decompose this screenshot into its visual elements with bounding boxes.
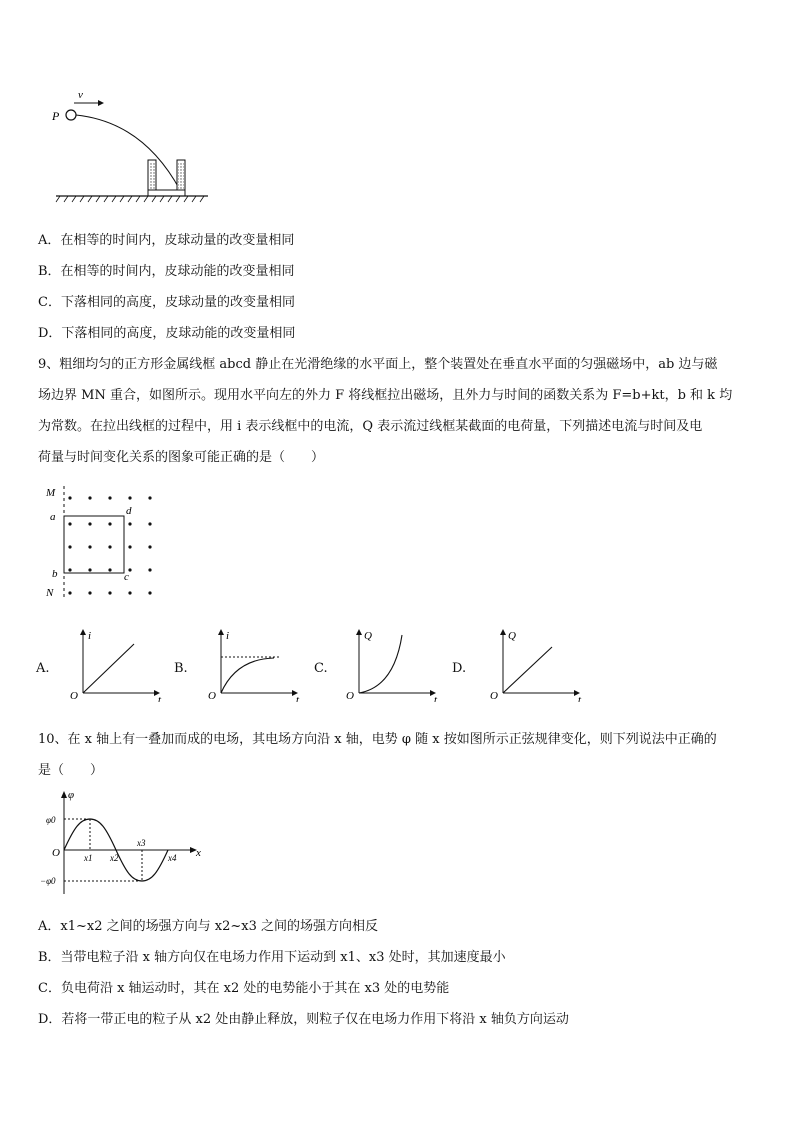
svg-text:φ0: φ0 (46, 815, 56, 825)
q8-option-c[interactable]: C．下落相同的高度，皮球动量的改变量相同 (38, 295, 295, 310)
svg-text:O: O (208, 690, 216, 702)
svg-text:x: x (196, 847, 201, 859)
q10-option-b[interactable]: B．当带电粒子沿 x 轴方向仅在电场力作用下运动到 x1、x3 处时，其加速度最小 (38, 950, 506, 965)
svg-text:O: O (70, 690, 78, 702)
svg-text:t: t (578, 694, 582, 702)
svg-text:Q: Q (364, 630, 372, 642)
figure-ball-projectile (48, 82, 218, 207)
q9-stem-line4: 荷量与时间变化关系的图象可能正确的是（ ） (38, 450, 325, 465)
svg-text:t: t (434, 694, 438, 702)
q8-option-b[interactable]: B．在相等的时间内，皮球动能的改变量相同 (38, 264, 295, 279)
point-p-label: P (52, 109, 60, 123)
label-b: b (52, 568, 58, 580)
ball-icon (66, 110, 76, 120)
q9-choice-b[interactable] (174, 627, 304, 702)
svg-text:−φ0: −φ0 (40, 876, 56, 886)
svg-text:φ: φ (68, 789, 75, 801)
q8-option-d[interactable]: D．下落相同的高度，皮球动能的改变量相同 (38, 326, 296, 341)
choice-letter: A. (36, 661, 50, 676)
label-n: N (46, 587, 54, 599)
q10-option-a[interactable]: A．x1~x2 之间的场强方向与 x2~x3 之间的场强方向相反 (38, 919, 378, 934)
svg-text:x1: x1 (84, 853, 93, 863)
q10-stem-line2: 是（ ） (38, 763, 104, 778)
svg-text:O: O (490, 690, 498, 702)
q9-stem-line3: 为常数。在拉出线框的过程中，用 i 表示线框中的电流，Q 表示流过线框某截面的电荷量，下列描述电流与时间及电 (38, 419, 703, 434)
q9-choice-a[interactable] (36, 627, 166, 702)
svg-text:t: t (158, 694, 162, 702)
q10-option-d[interactable]: D．若将一带正电的粒子从 x2 处由静止释放，则粒子仅在电场力作用下将沿 x 轴负方向运动 (38, 1012, 569, 1027)
choice-letter: C. (314, 661, 328, 676)
figure-potential-graph (40, 788, 205, 898)
q10-stem-line1: 10、在 x 轴上有一叠加而成的电场，其电场方向沿 x 轴，电势 φ 随 x 按如图所示正弦规律变化，则下列说法中正确的 (38, 732, 717, 747)
q10-option-c[interactable]: C．负电荷沿 x 轴运动时，其在 x2 处的电势能小于其在 x3 处的电势能 (38, 981, 450, 996)
label-d: d (126, 505, 132, 517)
svg-text:i: i (226, 630, 230, 642)
label-a: a (50, 511, 56, 523)
q8-option-a[interactable]: A．在相等的时间内，皮球动量的改变量相同 (38, 233, 295, 248)
q9-stem-line2: 场边界 MN 重合，如图所示。现用水平向左的外力 F 将线框拉出磁场，且外力与时间的函数关系为 F=b+kt，b 和 k 均 (38, 388, 733, 403)
svg-text:Q: Q (508, 630, 516, 642)
label-c: c (124, 571, 129, 583)
svg-text:x4: x4 (168, 853, 177, 863)
choice-letter: B. (174, 661, 188, 676)
svg-text:i: i (88, 630, 92, 642)
svg-text:O: O (346, 690, 354, 702)
q9-choice-d[interactable] (452, 627, 582, 702)
svg-text:x2: x2 (110, 853, 119, 863)
svg-text:O: O (52, 847, 60, 859)
q9-stem-line1: 9、粗细均匀的正方形金属线框 abcd 静止在光滑绝缘的水平面上，整个装置处在垂直水平面的匀强磁场中，ab 边与磁 (38, 357, 718, 372)
svg-text:t: t (296, 694, 300, 702)
svg-text:x3: x3 (137, 838, 146, 848)
label-m: M (46, 487, 56, 499)
q9-choice-c[interactable] (314, 627, 444, 702)
velocity-label: v (78, 89, 83, 101)
figure-square-frame-field (40, 482, 170, 602)
choice-letter: D. (452, 661, 467, 676)
